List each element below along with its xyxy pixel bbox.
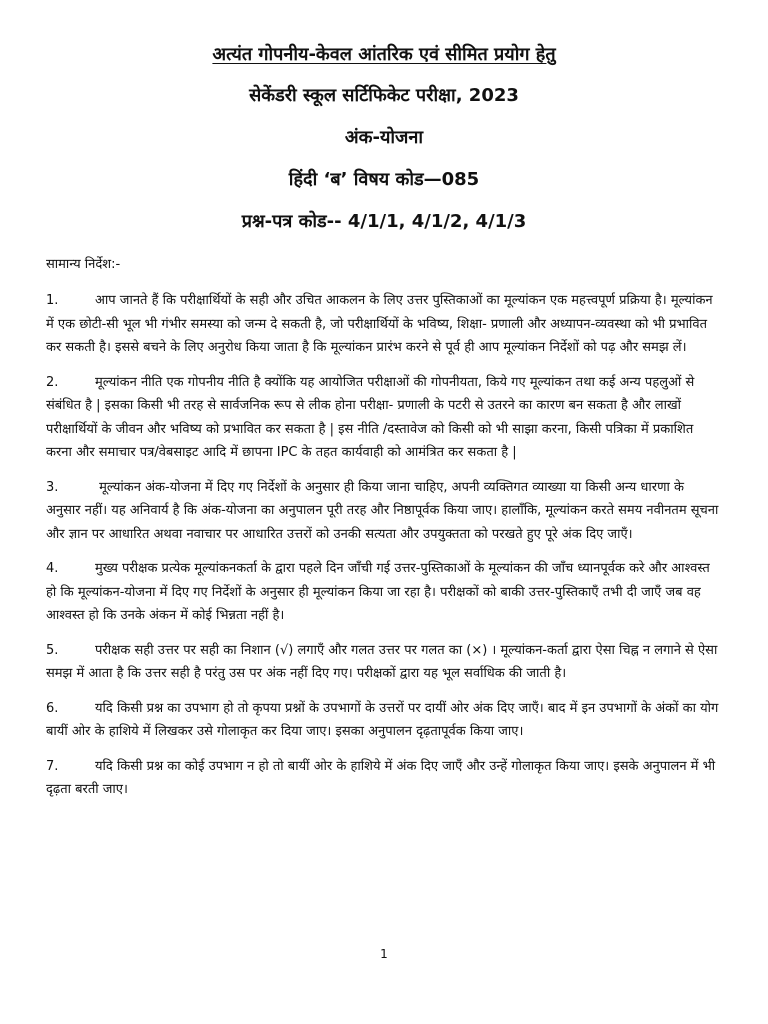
subject-code: हिंदी ‘ब’ विषय कोड—085 <box>288 169 480 190</box>
instruction-number: 4. <box>46 561 59 576</box>
confidential-heading: अत्यंत गोपनीय-केवल आंतरिक एवं सीमित प्रयोग हेतु <box>212 44 556 65</box>
exam-title: सेकेंडरी स्कूल सर्टिफिकेट परीक्षा, 2023 <box>249 85 519 106</box>
instruction-item <box>46 697 722 744</box>
instruction-text: आप जानते हैं कि परीक्षार्थियों के सही और उचित आकलन के लिए उत्तर पुस्तिकाओं का मूल्यांकन एक महत्त्वपूर्ण प्रक्रिया है। मूल्यांकन में एक छोटी-सी भूल भी गंभीर समस्या को जन्म दे सकती है, जो परीक्षार्थियों के भविष्य, शिक्षा- प्रणाली और अध्यापन-व्यवस्था को भी प्रभावित कर सकती है। इससे बचने के लिए अनुरोध किया जाता है कि मूल्यांकन प्रारंभ करने से पूर्व ही आप मूल्यांकन निर्देशों को पढ़ और समझ लें। <box>46 293 713 355</box>
instruction-number: 1. <box>46 293 59 308</box>
instruction-item <box>46 371 722 465</box>
instructions-list <box>46 289 722 802</box>
instruction-text: यदि किसी प्रश्न का उपभाग हो तो कृपया प्रश्नों के उपभागों के उत्तरों पर दायीं ओर अंक दिए जाएँ। बाद में इन उपभागों के अंकों का योग बायीं ओर के हाशिये में लिखकर उसे गोलाकृत कर दिया जाए। इसका अनुपालन दृढ़तापूर्वक किया जाए। <box>46 700 719 739</box>
instruction-number: 5. <box>46 642 59 658</box>
instruction-number: 3. <box>46 479 59 495</box>
instruction-number: 7. <box>46 758 59 774</box>
instruction-text: परीक्षक सही उत्तर पर सही का निशान (√) लगाएँ और गलत उत्तर पर गलत का (×) । मूल्यांकन-कर्ता द्वारा ऐसा चिह्न न लगाने से ऐसा समझ में आता है कि उत्तर सही है परंतु उस पर अंक नहीं दिए गए। परीक्षकों द्वारा यह भूल सर्वाधिक की जाती है। <box>46 642 718 681</box>
instruction-item <box>46 639 722 686</box>
marking-scheme-title: अंक-योजना <box>344 127 424 148</box>
instruction-number: 6. <box>46 700 59 716</box>
instruction-item <box>46 476 722 547</box>
paper-codes: प्रश्न-पत्र कोड-- 4/1/1, 4/1/2, 4/1/3 <box>241 211 527 232</box>
instruction-number: 2. <box>46 374 59 390</box>
general-instructions-label: सामान्य निर्देश:- <box>46 257 121 272</box>
instruction-item <box>46 289 722 360</box>
instruction-item <box>46 557 722 628</box>
instruction-text: यदि किसी प्रश्न का कोई उपभाग न हो तो बायीं ओर के हाशिये में अंक दिए जाएँ और उन्हें गोलाकृत किया जाए। इसके अनुपालन में भी दृढ़ता बरती जाए। <box>46 758 716 797</box>
instruction-text: मूल्यांकन अंक-योजना में दिए गए निर्देशों के अनुसार ही किया जाना चाहिए, अपनी व्यक्तिगत व्याख्या या किसी अन्य धारणा के अनुसार नहीं। यह अनिवार्य है कि अंक-योजना का अनुपालन पूरी तरह और निष्ठापूर्वक किया जाए। हालाँकि, मूल्यांकन करते समय नवीनतम सूचना और ज्ञान पर आधारित अथवा नवाचार पर आधारित उत्तरों को उनकी सत्यता और उपयुक्तता को परखते हुए पूरे अंक दिए जाएँ। <box>46 479 719 542</box>
instruction-text: मुख्य परीक्षक प्रत्येक मूल्यांकनकर्ता के द्वारा पहले दिन जाँची गई उत्तर-पुस्तिकाओं के मूल्यांकन की जाँच ध्यानपूर्वक करे और आश्वस्त हो कि मूल्यांकन-योजना में दिए गए निर्देशों के अनुसार ही मूल्यांकन किया जा रहा है। परीक्षकों को बाकी उत्तर-पुस्तिकाएँ तभी दी जाएँ जब वह आश्वस्त हो कि उनके अंकन में कोई भिन्नता नहीं है। <box>46 561 710 623</box>
instruction-text: मूल्यांकन नीति एक गोपनीय नीति है क्योंकि यह आयोजित परीक्षाओं की गोपनीयता, किये गए मूल्यांकन तथा कई अन्य पहलुओं से संबंधित है | इसका किसी भी तरह से सार्वजनिक रूप से लीक होना परीक्षा- प्रणाली के पटरी से उतरने का कारण बन सकता है और लाखों परीक्षार्थियों के जीवन और भविष्य को प्रभावित कर सकता है | इस नीति /दस्तावेज को किसी को भी साझा करना, किसी पत्रिका में प्रकाशित करना और समाचार पत्र/वेबसाइट आदि में छापना IPC के तहत कार्यवाही को आमंत्रित कर सकता है | <box>46 374 695 460</box>
page-number: 1 <box>380 947 388 961</box>
instruction-item <box>46 755 722 802</box>
